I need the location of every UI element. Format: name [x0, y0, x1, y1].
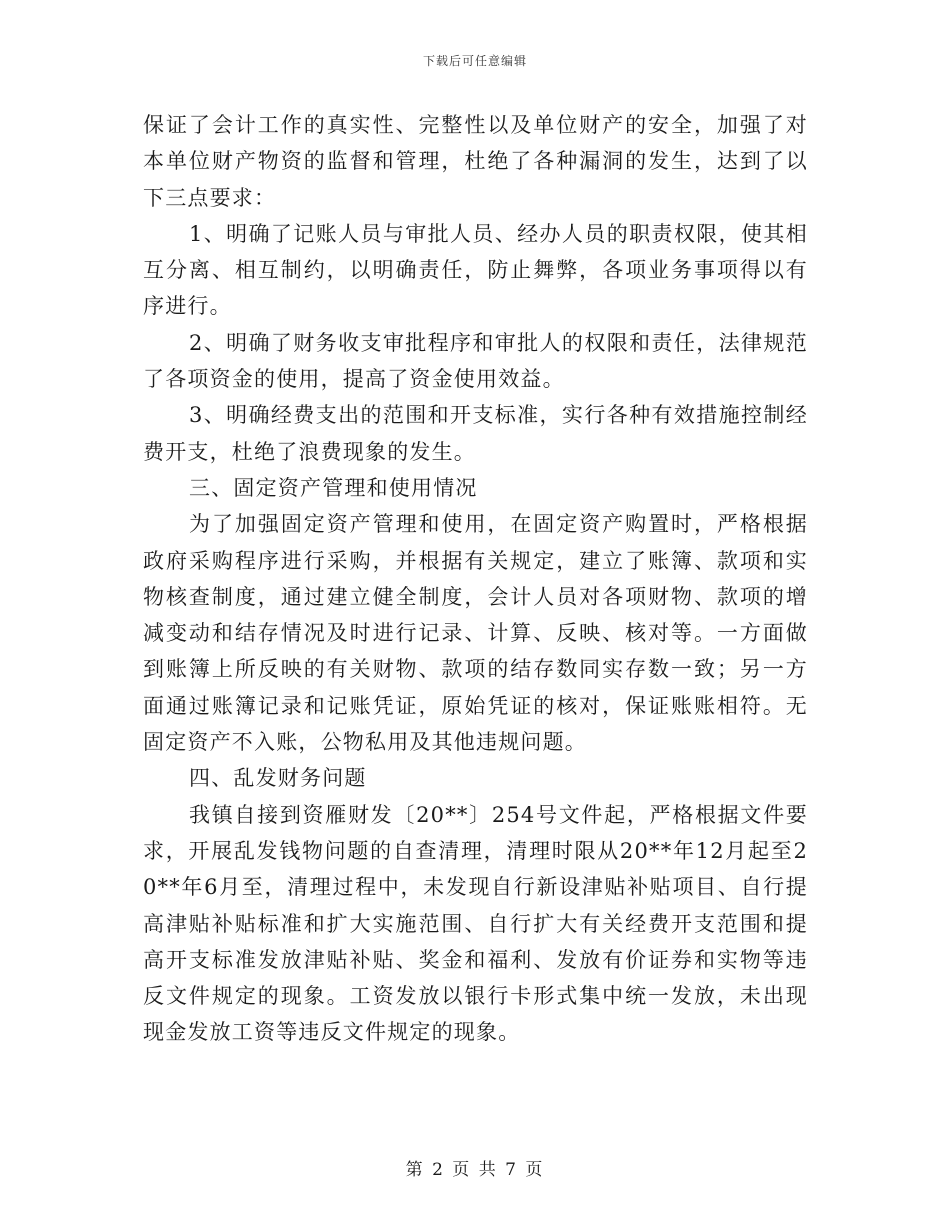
paragraph-point-2: 2、明确了财务收支审批程序和审批人的权限和责任，法律规范了各项资金的使用，提高了资金使用效益。 [143, 330, 808, 392]
paragraph-fixed-assets: 为了加强固定资产管理和使用，在固定资产购置时，严格根据政府采购程序进行采购，并根据有关规定，建立了账簿、款项和实物核查制度，通过建立健全制度，会计人员对各项财物、款项的增减变动和结存情况及时进行记录、计算、反映、核对等。一方面做到账簿上所反映的有关财物、款项的结存数同实存数一致；另一方面通过账簿记录和记账凭证，原始凭证的核对，保证账账相符。无固定资产不入账，公物私用及其他违规问题。 [143, 512, 808, 755]
paragraph-finance-issues: 我镇自接到资雁财发〔20**〕254号文件起，严格根据文件要求，开展乱发钱物问题的自查清理，清理时限从20**年12月起至20**年6月至，清理过程中，未发现自行新设津贴补贴项目、自行提高津贴补贴标准和扩大实施范围、自行扩大有关经费开支范围和提高开支标准发放津贴补贴、奖金和福利、发放有价证券和实物等违反文件规定的现象。工资发放以银行卡形式集中统一发放，未出现现金发放工资等违反文件规定的现象。 [143, 802, 808, 1045]
page-header: 下载后可任意编辑 [422, 54, 527, 68]
paragraph-point-1: 1、明确了记账人员与审批人员、经办人员的职责权限，使其相互分离、相互制约，以明确责任，防止舞弊，各项业务事项得以有序进行。 [143, 221, 808, 319]
paragraph-intro-continuation: 保证了会计工作的真实性、完整性以及单位财产的安全，加强了对本单位财产物资的监督和管理，杜绝了各种漏洞的发生，达到了以下三点要求： [143, 113, 808, 210]
document-body [143, 107, 808, 1051]
page-number: 第 2 页 共 7 页 [405, 1160, 545, 1180]
section-heading-fixed-assets: 三、固定资产管理和使用情况 [189, 475, 478, 500]
paragraph-point-3: 3、明确经费支出的范围和开支标准，实行各种有效措施控制经费开支，杜绝了浪费现象的发生。 [143, 403, 808, 464]
section-heading-finance-issues: 四、乱发财务问题 [189, 766, 367, 791]
